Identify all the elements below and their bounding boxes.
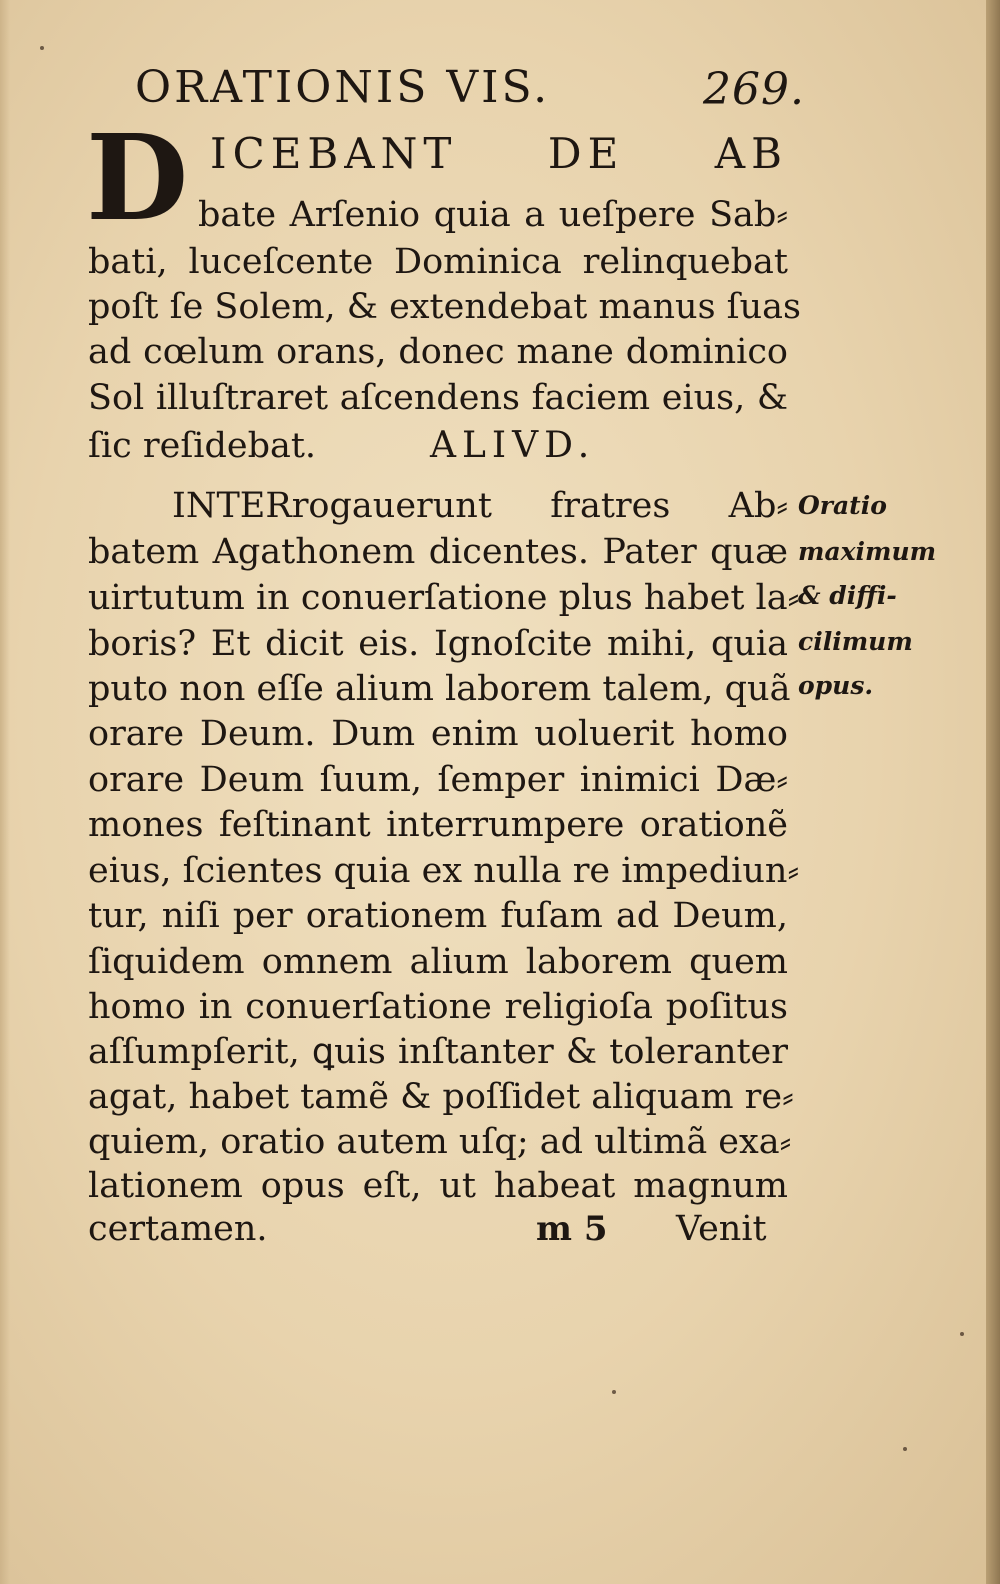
marginal-note-line: Oratio: [798, 491, 887, 520]
text-line: homo in conuerſatione religioſa poſitus: [88, 987, 788, 1027]
text-line: quiem, oratio autem uſq; ad ultimã exa⸗: [88, 1122, 792, 1162]
text-line: ad cœlum orans, donec mane dominico: [88, 332, 788, 372]
signature-mark: m 5: [536, 1209, 608, 1249]
text-line: tur, niſi per orationem fuſam ad Deum,: [88, 896, 788, 936]
text-line: orare Deum. Dum enim uoluerit homo: [88, 714, 788, 754]
text-line: ICEBANT DE AB: [210, 129, 788, 178]
text-line: batem Agathonem dicentes. Pater quæ: [88, 532, 788, 572]
marginal-note-line: opus.: [798, 671, 874, 700]
running-title: ORATIONIS VIS.: [135, 62, 551, 113]
text-line: orare Deum ſuum, ſemper inimici Dæ⸗: [88, 760, 788, 800]
drop-capital: D: [86, 108, 189, 247]
paper-speck: [960, 1332, 964, 1336]
paper-speck: [40, 46, 44, 50]
page-number: 269.: [703, 64, 805, 115]
text-line: eius, ſcientes quia ex nulla re impediun⸗: [88, 851, 800, 891]
text-line: INTERrogauerunt fratres Ab⸗: [172, 486, 788, 526]
running-header: [135, 62, 805, 122]
text-line: certamen.: [88, 1209, 268, 1249]
text-line: bati, luceſcente Dominica relinquebat: [88, 242, 788, 282]
text-line: aſſumpſerit, ꝗuis inſtanter & toleranter: [88, 1032, 788, 1072]
marginal-note-line: cilimum: [798, 627, 913, 656]
section-heading: ALIVD.: [430, 425, 596, 466]
paper-speck: [612, 1390, 616, 1394]
paper-speck: [903, 1447, 907, 1451]
text-line: Sol illuſtraret aſcendens faciem eius, &: [88, 378, 788, 418]
marginal-note-line: maximum: [798, 537, 937, 566]
text-line: ſiquidem omnem alium laborem quem: [88, 942, 788, 982]
catchword: Venit: [676, 1209, 767, 1249]
text-line: agat, habet tamẽ & poſſidet aliquam re⸗: [88, 1077, 794, 1117]
text-line: bate Arſenio quia a ueſpere Sab⸗: [198, 195, 788, 235]
page-edge-left: [0, 0, 10, 1584]
page-edge-right: [986, 0, 1000, 1584]
text-line: puto non eſſe alium laborem talem, quã: [88, 669, 791, 709]
text-line: poſt ſe Solem, & extendebat manus ſuas: [88, 287, 801, 327]
marginal-note-line: & diffi-: [798, 581, 897, 610]
text-line: boris? Et dicit eis. Ignoſcite mihi, quia: [88, 624, 788, 664]
text-line: ſic reſidebat.: [88, 426, 317, 466]
text-line: lationem opus eſt, ut habeat magnum: [88, 1166, 788, 1206]
text-line: mones feſtinant interrumpere orationẽ: [88, 805, 788, 845]
text-line: uirtutum in conuerſatione plus habet la⸗: [88, 578, 800, 618]
